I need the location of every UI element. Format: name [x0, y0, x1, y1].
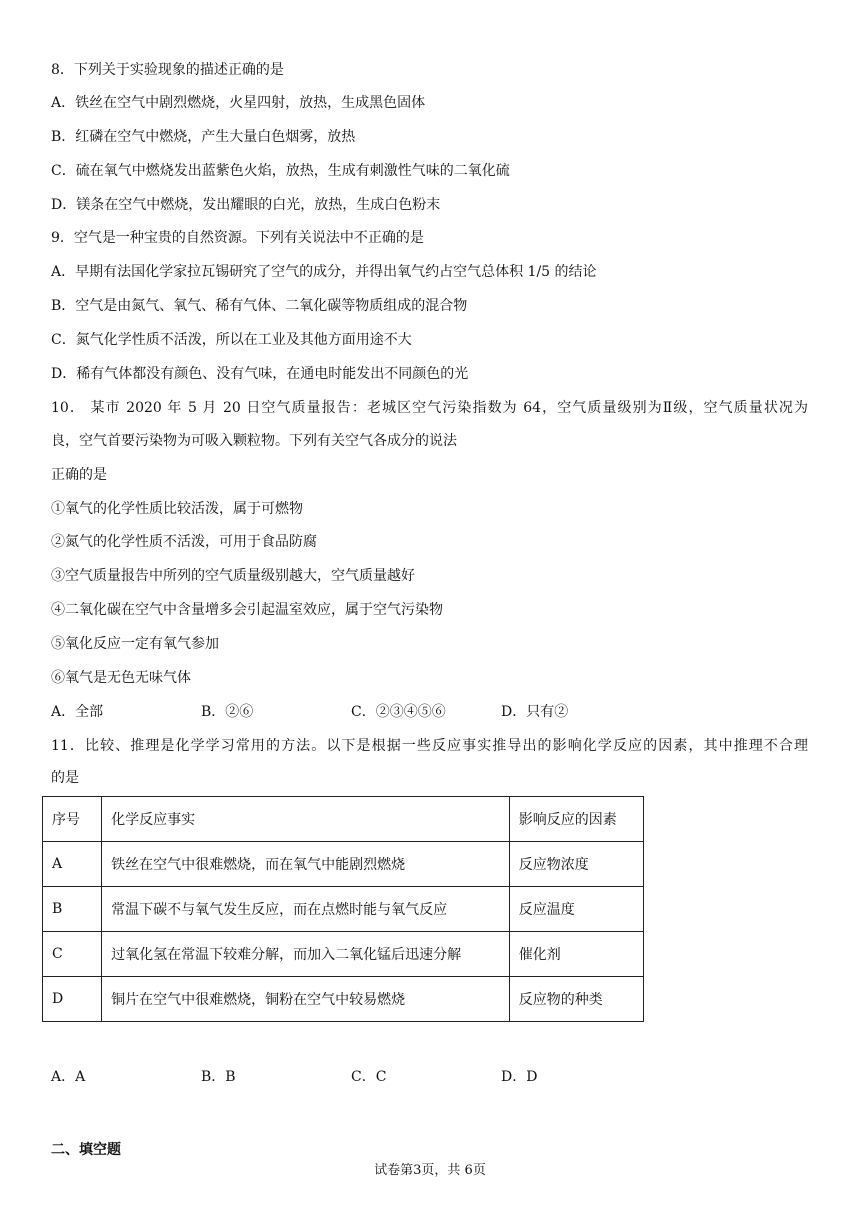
table-cell: 反应温度 [509, 887, 643, 932]
question-11-option-d: D．D [501, 1069, 538, 1085]
table-header-cell: 序号 [43, 797, 102, 842]
question-11-stem-line-2: 的是 [51, 770, 79, 786]
question-10-option-c: C．②③④⑤⑥ [351, 704, 446, 720]
question-10-statement-5: ⑤氧化反应一定有氧气参加 [51, 636, 219, 652]
question-11-option-a: A．A [51, 1069, 86, 1085]
table-cell: C [43, 932, 102, 977]
table-header-row [43, 797, 644, 842]
table-cell: 铜片在空气中很难燃烧，铜粉在空气中较易燃烧 [102, 977, 510, 1022]
question-10-stem-line-1: 10． 某市 2020 年 5 月 20 日空气质量报告：老城区空气污染指数为 64，空气质量级别为Ⅱ级，空气质量状况为 [51, 400, 808, 416]
question-10-option-d: D．只有② [501, 704, 569, 720]
question-11-options [51, 1067, 811, 1087]
question-10-option-a: A．全部 [51, 704, 104, 720]
section-title: 二、填空题 [51, 1142, 121, 1158]
question-9-option-a: A．早期有法国化学家拉瓦锡研究了空气的成分，并得出氧气约占空气总体积 1/5 的结论 [51, 264, 597, 280]
question-10-stem-line-2: 良，空气首要污染物为可吸入颗粒物。下列有关空气各成分的说法 [51, 433, 457, 449]
question-8-option-b: B．红磷在空气中燃烧，产生大量白色烟雾，放热 [51, 129, 356, 145]
table-cell: 反应物浓度 [509, 842, 643, 887]
table-row [43, 977, 644, 1022]
question-11-option-c: C．C [351, 1069, 387, 1085]
question-8-option-a: A．铁丝在空气中剧烈燃烧，火星四射，放热，生成黑色固体 [51, 95, 426, 111]
table-cell: 过氧化氢在常温下较难分解，而加入二氧化锰后迅速分解 [102, 932, 510, 977]
table-cell: 催化剂 [509, 932, 643, 977]
question-9-option-d: D．稀有气体都没有颜色、没有气味，在通电时能发出不同颜色的光 [51, 366, 469, 382]
table-header-cell: 化学反应事实 [102, 797, 510, 842]
table-cell: 反应物的种类 [509, 977, 643, 1022]
page-footer: 试卷第3页，共 6页 [374, 1163, 486, 1178]
table-cell: B [43, 887, 102, 932]
question-11-stem-line-1: 11．比较、推理是化学学习常用的方法。以下是根据一些反应事实推导出的影响化学反应的因素，其中推理不合理 [51, 738, 808, 754]
question-10-option-b: B．②⑥ [201, 704, 254, 720]
table-row [43, 932, 644, 977]
question-10-statement-1: ①氧气的化学性质比较活泼，属于可燃物 [51, 501, 303, 517]
table-cell: 常温下碳不与氧气发生反应，而在点燃时能与氧气反应 [102, 887, 510, 932]
table-header-cell: 影响反应的因素 [509, 797, 643, 842]
question-9-option-b: B．空气是由氮气、氧气、稀有气体、二氧化碳等物质组成的混合物 [51, 298, 468, 314]
question-10-statement-6: ⑥氧气是无色无味气体 [51, 670, 191, 686]
question-10-options [51, 702, 811, 722]
question-11-option-b: B．B [201, 1069, 236, 1085]
question-10-stem-line-3: 正确的是 [51, 467, 107, 483]
question-10-statement-4: ④二氧化碳在空气中含量增多会引起温室效应，属于空气污染物 [51, 602, 443, 618]
reaction-facts-table [42, 796, 644, 1022]
question-10-statement-2: ②氮气的化学性质不活泼，可用于食品防腐 [51, 534, 317, 550]
question-9-stem: 9．空气是一种宝贵的自然资源。下列有关说法中不正确的是 [51, 230, 424, 246]
table-cell: 铁丝在空气中很难燃烧，而在氧气中能剧烈燃烧 [102, 842, 510, 887]
question-8-option-c: C．硫在氧气中燃烧发出蓝紫色火焰，放热，生成有刺激性气味的二氧化硫 [51, 163, 510, 179]
table-row [43, 842, 644, 887]
table-cell: A [43, 842, 102, 887]
question-9-option-c: C．氮气化学性质不活泼，所以在工业及其他方面用途不大 [51, 332, 412, 348]
question-8-stem: 8．下列关于实验现象的描述正确的是 [51, 62, 284, 78]
question-10-statement-3: ③空气质量报告中所列的空气质量级别越大，空气质量越好 [51, 568, 415, 584]
table-cell: D [43, 977, 102, 1022]
question-8-option-d: D．镁条在空气中燃烧，发出耀眼的白光，放热，生成白色粉末 [51, 197, 441, 213]
table-row [43, 887, 644, 932]
